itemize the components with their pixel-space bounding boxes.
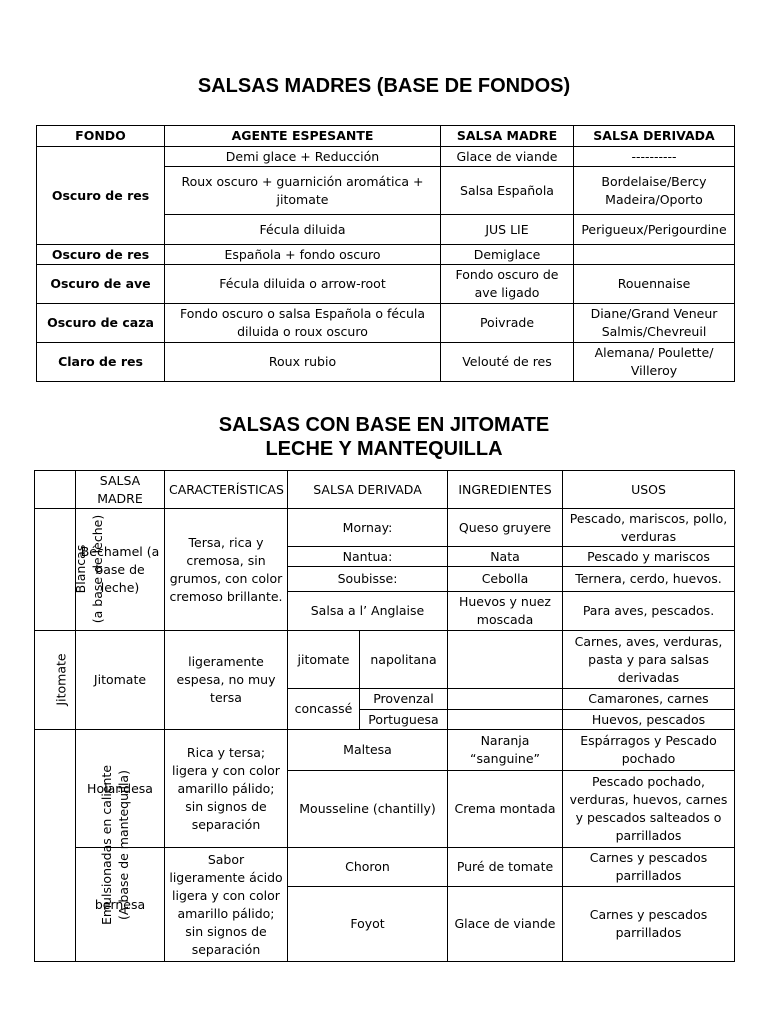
header-salsa-derivada: SALSA DERIVADA <box>288 471 448 509</box>
salsa-derivada-cell: Bordelaise/Bercy Madeira/Oporto <box>574 167 735 215</box>
usos-cell: Pescado pochado, verduras, huevos, carnes y pescados salteados o parrillados <box>563 771 735 848</box>
salsa-derivada-cell: Soubisse: <box>288 567 448 592</box>
usos-cell: Pescado y mariscos <box>563 547 735 567</box>
salsa-derivada-cell: Perigueux/Perigourdine <box>574 215 735 245</box>
title-salsas-madres: SALSAS MADRES (BASE DE FONDOS) <box>197 75 571 97</box>
tipo-cell: jitomate <box>288 631 360 689</box>
fondo-cell: Oscuro de ave <box>37 265 165 304</box>
table-salsas-jitomate-leche-mantequilla <box>34 470 735 962</box>
ingredientes-cell <box>448 631 563 689</box>
header-salsa-madre: SALSA MADRE <box>76 471 165 509</box>
caracteristicas-cell: Sabor ligeramente ácido ligera y con color amarillo pálido; sin signos de separación <box>165 848 288 962</box>
category-jitomate <box>35 631 76 730</box>
table-row <box>37 245 735 265</box>
agente-cell: Fécula diluida o arrow-root <box>165 265 441 304</box>
ingredientes-cell <box>448 710 563 730</box>
title-salsas-jitomate <box>0 413 768 461</box>
category-blancas <box>35 509 106 631</box>
fondo-cell: Oscuro de caza <box>37 304 165 343</box>
agente-cell: Demi glace + Reducción <box>165 147 441 167</box>
header-salsa-derivada: SALSA DERIVADA <box>574 126 735 147</box>
fondo-cell: Oscuro de res <box>37 147 165 245</box>
agente-cell: Roux rubio <box>165 343 441 382</box>
fondo-cell: Oscuro de res <box>37 245 165 265</box>
header-agente: AGENTE ESPESANTE <box>165 126 441 147</box>
header-empty <box>35 471 76 509</box>
ingredientes-cell: Glace de viande <box>448 887 563 962</box>
title-line-2: LECHE Y MANTEQUILLA <box>265 438 503 460</box>
salsa-derivada-cell: Diane/Grand Veneur Salmis/Chevreuil <box>574 304 735 343</box>
agente-cell: Roux oscuro + guarnición aromática + jitomate <box>165 167 441 215</box>
usos-cell: Para aves, pescados. <box>563 592 735 631</box>
ingredientes-cell: Crema montada <box>448 771 563 848</box>
table-header-row <box>37 126 735 147</box>
header-ingredientes: INGREDIENTES <box>448 471 563 509</box>
ingredientes-cell: Naranja “sanguine” <box>448 730 563 771</box>
category-label: Jitomate <box>53 653 69 706</box>
title-line-1: SALSAS CON BASE EN JITOMATE <box>218 414 550 436</box>
ingredientes-cell: Queso gruyere <box>448 509 563 547</box>
salsa-madre-cell: Jitomate <box>76 631 165 730</box>
ingredientes-cell: Cebolla <box>448 567 563 592</box>
category-sublabel: (A base de mantequilla) <box>116 770 132 920</box>
ingredientes-cell: Nata <box>448 547 563 567</box>
salsa-derivada-cell <box>574 245 735 265</box>
table-row <box>35 509 735 547</box>
table-salsas-madres <box>36 125 735 382</box>
salsa-derivada-cell: Foyot <box>288 887 448 962</box>
tipo-cell: concassé <box>288 689 360 730</box>
salsa-derivada-cell: ---------- <box>574 147 735 167</box>
salsa-derivada-cell: Portuguesa <box>360 710 448 730</box>
salsa-madre-cell: Poivrade <box>441 304 574 343</box>
category-label: Blancas <box>73 544 89 594</box>
salsa-derivada-cell: Alemana/ Poulette/ Villeroy <box>574 343 735 382</box>
salsa-derivada-cell: Choron <box>288 848 448 887</box>
salsa-madre-cell: Béchamel (a base de leche) <box>76 509 165 631</box>
salsa-derivada-cell: Provenzal <box>360 689 448 710</box>
salsa-derivada-cell: napolitana <box>360 631 448 689</box>
caracteristicas-cell: Tersa, rica y cremosa, sin grumos, con color cremoso brillante. <box>165 509 288 631</box>
salsa-derivada-cell: Rouennaise <box>574 265 735 304</box>
salsa-derivada-cell: Nantua: <box>288 547 448 567</box>
table-row <box>37 147 735 167</box>
ingredientes-cell <box>448 689 563 710</box>
salsa-madre-cell: Fondo oscuro de ave ligado <box>441 265 574 304</box>
salsa-derivada-cell: Mousseline (chantilly) <box>288 771 448 848</box>
agente-cell: Española + fondo oscuro <box>165 245 441 265</box>
ingredientes-cell: Puré de tomate <box>448 848 563 887</box>
salsa-madre-cell: Demiglace <box>441 245 574 265</box>
agente-cell: Fondo oscuro o salsa Española o fécula diluida o roux oscuro <box>165 304 441 343</box>
salsa-madre-cell: Velouté de res <box>441 343 574 382</box>
category-label: Emulsionadas en caliente <box>99 764 115 926</box>
table-row <box>35 848 735 887</box>
usos-cell: Carnes y pescados parrillados <box>563 887 735 962</box>
header-fondo: FONDO <box>37 126 165 147</box>
caracteristicas-cell: Rica y tersa; ligera y con color amarillo pálido; sin signos de separación <box>165 730 288 848</box>
table-row <box>37 304 735 343</box>
agente-cell: Fécula diluida <box>165 215 441 245</box>
fondo-cell: Claro de res <box>37 343 165 382</box>
usos-cell: Carnes y pescados parrillados <box>563 848 735 887</box>
table-row <box>35 631 735 689</box>
usos-cell: Carnes, aves, verduras, pasta y para salsas derivadas <box>563 631 735 689</box>
header-usos: USOS <box>563 471 735 509</box>
header-caracteristicas: CARACTERÍSTICAS <box>165 471 288 509</box>
salsa-madre-cell: JUS LIE <box>441 215 574 245</box>
salsa-madre-cell: Glace de viande <box>441 147 574 167</box>
salsa-madre-cell: bernesa <box>76 848 165 962</box>
category-sublabel: (a base de leche) <box>90 514 106 624</box>
usos-cell: Camarones, carnes <box>563 689 735 710</box>
salsa-derivada-cell: Salsa a l’ Anglaise <box>288 592 448 631</box>
salsa-madre-cell: Holandesa <box>76 730 165 848</box>
usos-cell: Pescado, mariscos, pollo, verduras <box>563 509 735 547</box>
header-salsa-madre: SALSA MADRE <box>441 126 574 147</box>
salsa-madre-cell: Salsa Española <box>441 167 574 215</box>
table-row <box>35 730 735 771</box>
salsa-derivada-cell: Mornay: <box>288 509 448 547</box>
ingredientes-cell: Huevos y nuez moscada <box>448 592 563 631</box>
usos-cell: Huevos, pescados <box>563 710 735 730</box>
usos-cell: Espárragos y Pescado pochado <box>563 730 735 771</box>
table-row <box>37 265 735 304</box>
salsa-derivada-cell: Maltesa <box>288 730 448 771</box>
usos-cell: Ternera, cerdo, huevos. <box>563 567 735 592</box>
table-row <box>37 343 735 382</box>
caracteristicas-cell: ligeramente espesa, no muy tersa <box>165 631 288 730</box>
table-header-row <box>35 471 735 509</box>
